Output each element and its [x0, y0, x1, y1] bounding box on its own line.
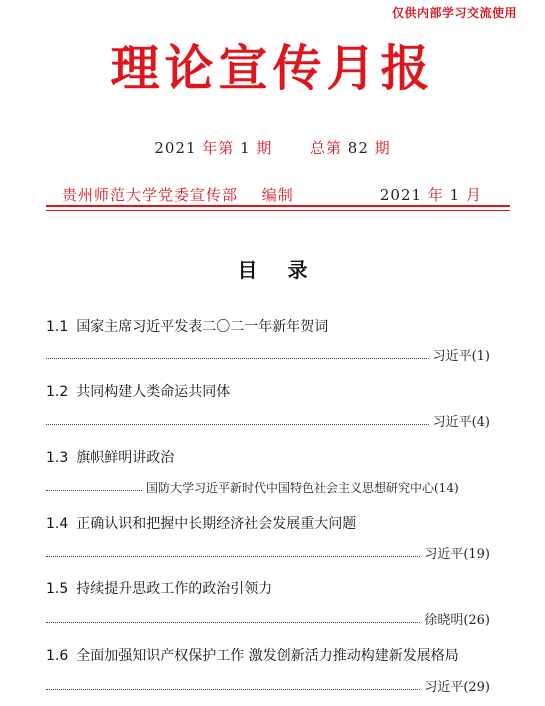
toc-entry-number: 1.2 — [46, 384, 69, 400]
publish-month: 1 — [449, 186, 461, 204]
toc-entry-6-leader[interactable] — [46, 675, 490, 695]
internal-use-note: 仅供内部学习交流使用 — [391, 6, 517, 20]
issue-year-suffix: 年第 — [202, 139, 235, 157]
masthead-title: 理论宣传月报 — [110, 39, 435, 97]
toc-entry-3-heading[interactable] — [46, 447, 174, 467]
publish-year-suffix: 年 — [427, 186, 444, 204]
toc-entry-author: 习近平(4) — [432, 415, 490, 430]
toc-entry-3-leader[interactable] — [46, 476, 490, 496]
toc-entry-author: 徐晓明(26) — [424, 613, 490, 628]
editor-label: 编制 — [261, 186, 294, 204]
toc-entry-number: 1.4 — [46, 516, 69, 532]
toc-entry-1-heading[interactable] — [46, 316, 328, 336]
toc-title: 目录 — [237, 258, 338, 282]
issue-line — [0, 137, 545, 158]
toc-entry-author: 国防大学习近平新时代中国特色社会主义思想研究中心(14) — [146, 481, 459, 495]
dot-leader — [46, 622, 420, 623]
publisher-name: 贵州师范大学党委宣传部 — [62, 186, 239, 204]
dot-leader — [46, 424, 429, 425]
toc-entry-4-heading[interactable] — [46, 513, 356, 533]
toc-entry-title: 正确认识和把握中长期经济社会发展重大问题 — [76, 516, 357, 532]
toc-entry-number: 1.6 — [46, 648, 69, 664]
dot-leader — [46, 490, 142, 491]
dot-leader — [46, 689, 420, 690]
header-rule-thick — [46, 205, 510, 207]
toc-entry-number: 1.3 — [46, 450, 69, 466]
total-issue-suffix: 期 — [374, 139, 391, 157]
toc-entry-2-heading[interactable] — [46, 381, 230, 401]
publish-month-suffix: 月 — [465, 186, 482, 204]
publish-date — [380, 184, 482, 205]
toc-entry-number: 1.1 — [46, 319, 69, 335]
toc-entry-6-heading[interactable] — [46, 645, 459, 665]
toc-entry-title: 全面加强知识产权保护工作 激发创新活力推动构建新发展格局 — [76, 648, 459, 664]
toc-entry-title: 共同构建人类命运共同体 — [76, 384, 231, 400]
toc-entry-2-leader[interactable] — [46, 410, 490, 430]
toc-entry-title: 旗帜鲜明讲政治 — [76, 450, 175, 466]
issue-suffix: 期 — [256, 139, 273, 157]
toc-entry-title: 国家主席习近平发表二〇二一年新年贺词 — [76, 319, 329, 335]
toc-entry-1-leader[interactable] — [46, 344, 490, 364]
dot-leader — [46, 556, 420, 557]
toc-entry-author: 习近平(29) — [424, 680, 490, 695]
toc-entry-number: 1.5 — [46, 581, 69, 597]
toc-entry-author: 习近平(19) — [424, 547, 490, 562]
total-issue-prefix: 总第 — [309, 139, 342, 157]
publish-year: 2021 — [379, 186, 423, 204]
issue-year: 2021 — [154, 139, 197, 157]
toc-entry-4-leader[interactable] — [46, 542, 490, 562]
total-issue-number: 82 — [347, 139, 369, 157]
toc-entry-title: 持续提升思政工作的政治引领力 — [76, 581, 273, 597]
toc-entry-author: 习近平(1) — [432, 349, 490, 364]
toc-entry-5-heading[interactable] — [46, 578, 272, 598]
header-rule-thin — [46, 210, 510, 211]
toc-entry-5-leader[interactable] — [46, 608, 490, 628]
issue-number: 1 — [240, 139, 251, 157]
dot-leader — [46, 358, 429, 359]
publisher-row — [62, 184, 482, 205]
